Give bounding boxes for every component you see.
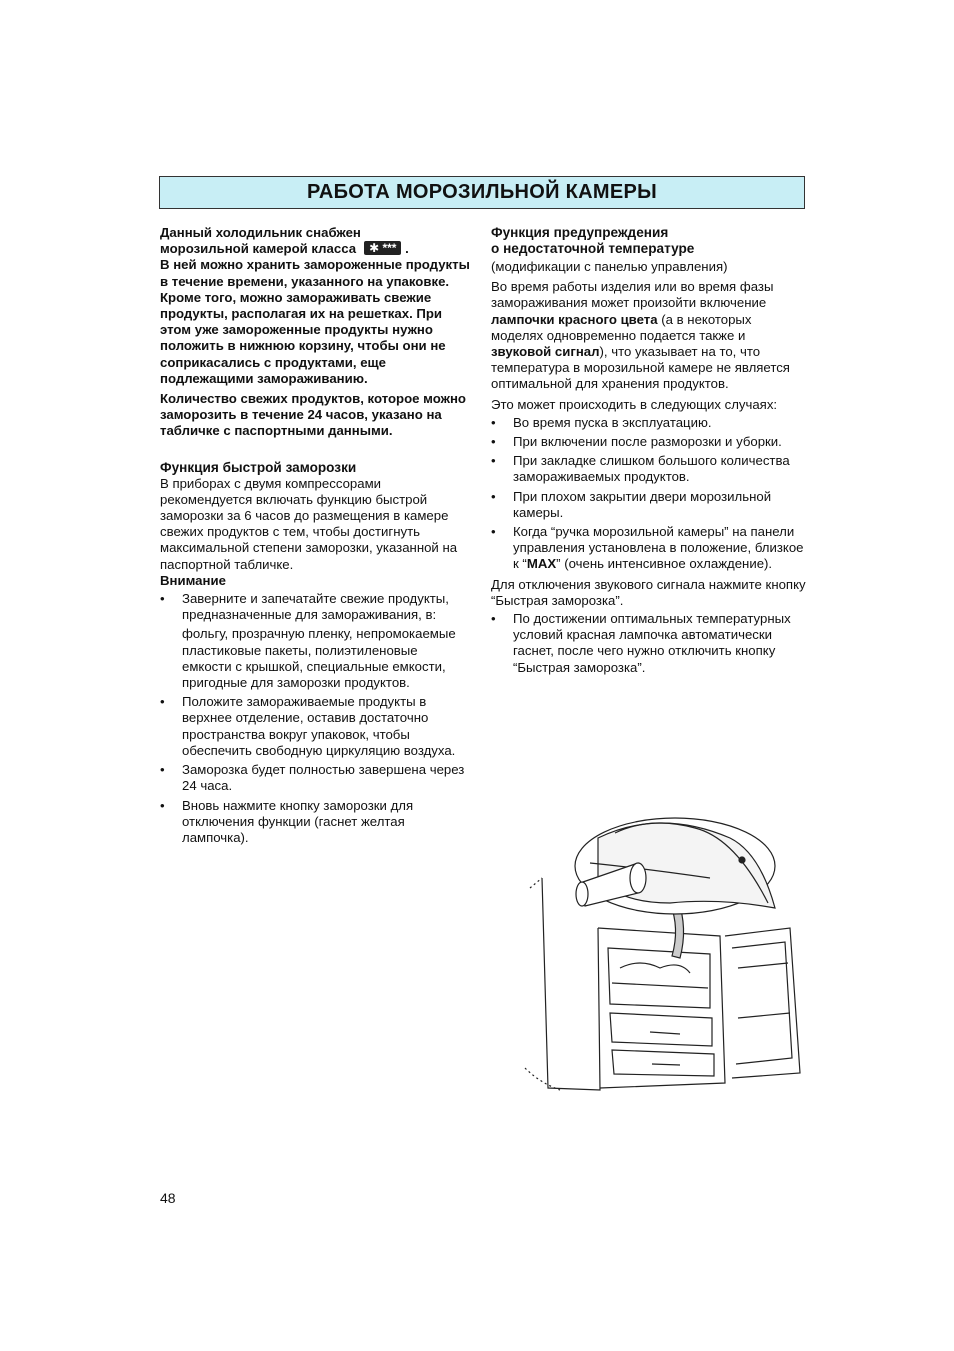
fish-bubble	[575, 818, 775, 914]
case5-c: ” (очень интенсивное охлаждение).	[556, 556, 773, 572]
fast-freeze-heading: Функция быстрой заморозки	[160, 459, 357, 475]
left-column	[160, 225, 470, 849]
list-item: • Заморозка будет полностью завершена через 24 часа.	[160, 762, 470, 794]
warning-heading	[491, 225, 807, 257]
freezer-drawers	[608, 948, 714, 1076]
list-item: • Во время пуска в эксплуатацию.	[491, 415, 807, 431]
list-item	[491, 524, 807, 573]
list-item: • При закладке слишком большого количества замораживаемых продуктов.	[491, 453, 807, 485]
intro-line1: Данный холодильник снабжен	[160, 225, 361, 240]
page-number: 48	[160, 1190, 176, 1206]
warning-heading-line1: Функция предупреждения	[491, 225, 669, 240]
bullet1-detail: фольгу, прозрачную пленку, непромокаемые пластиковые пакеты, полиэтиленовые емкости с крышкой, специальные емкости, пригодные для заморозки продуктов.	[182, 626, 456, 691]
list-item: • При включении после разморозки и уборки.	[491, 434, 807, 450]
intro-line2: морозильной камерой класса	[160, 241, 357, 257]
freezer-class-badge: ✱ ***	[364, 241, 401, 255]
warning-p1-e: ), что указывает на то, что температура в морозильной камере не является оптимальной для хранения продуктов.	[491, 344, 790, 392]
intro-rest: В ней можно хранить замороженные продукты в течение времени, указанного на упаковке. Кроме того, можно замораживать свежие продукты, располагая их на решетках. При этом уже замороженные продукты нужно положить в нижнюю корзину, чтобы они не соприкасались с продуктами, еще подлежащими замораживанию.	[160, 257, 470, 386]
warning-heading-line2: о недостаточной температуре	[491, 241, 695, 256]
page-title: РАБОТА МОРОЗИЛЬНОЙ КАМЕРЫ	[159, 176, 805, 209]
attention-list	[160, 591, 470, 846]
list-item: • При плохом закрытии двери морозильной камеры.	[491, 489, 807, 521]
list-item: • Положите замораживаемые продукты в верхнее отделение, оставив достаточно пространства вокруг упаковок, чтобы обеспечить свободную циркуляцию воздуха.	[160, 694, 470, 759]
list-item: • По достижении оптимальных температурных условий красная лампочка автоматически гаснет, после чего нужно отключить кнопку “Быстрая заморозка”.	[491, 611, 807, 676]
freezer-door	[725, 928, 800, 1078]
list-item: • Вновь нажмите кнопку заморозки для отключения функции (гаснет желтая лампочка).	[160, 798, 470, 847]
sound-signal-text: звуковой сигнал	[491, 344, 600, 360]
freezer-illustration	[520, 808, 802, 1098]
max-label: MAX	[526, 556, 557, 572]
attention-label: Внимание	[160, 572, 226, 588]
bullet1-text: Заверните и запечатайте свежие продукты, предназначенные для замораживания, в:	[182, 591, 449, 623]
right-column	[491, 225, 807, 679]
red-lamp-text: лампочки красного цвета	[491, 311, 658, 327]
cases-list	[491, 415, 807, 573]
warning-subtitle: (модификации с панелью управления)	[491, 259, 728, 274]
warning-p1-c: (а в некоторых моделях одновременно подается также и	[491, 311, 752, 343]
list-item	[160, 591, 470, 691]
cases-intro: Это может происходить в следующих случаях:	[491, 396, 778, 412]
warning-p1-a: Во время работы изделия или во время фазы замораживания может произойти включение	[491, 279, 774, 311]
warning-paragraph	[491, 279, 807, 392]
final-list	[491, 611, 807, 676]
case5-a: Когда “ручка морозильной камеры” на панели управления установлена в положение, близкое к “	[513, 524, 804, 572]
sound-off-paragraph: Для отключения звукового сигнала нажмите кнопку “Быстрая заморозка”.	[491, 576, 806, 608]
capacity-paragraph: Количество свежих продуктов, которое можно заморозить в течение 24 часов, указано на табличке с паспортными данными.	[160, 391, 466, 439]
fast-freeze-text: В приборах с двумя компрессорами рекомендуется включать функцию быстрой заморозки за 6 часов до размещения в камере свежих продуктов с тем, чтобы достигнуть максимальной степени заморозки, указанной на паспортной табличке.	[160, 475, 458, 572]
intro-paragraph	[160, 225, 470, 387]
intro-dot: .	[405, 241, 409, 257]
